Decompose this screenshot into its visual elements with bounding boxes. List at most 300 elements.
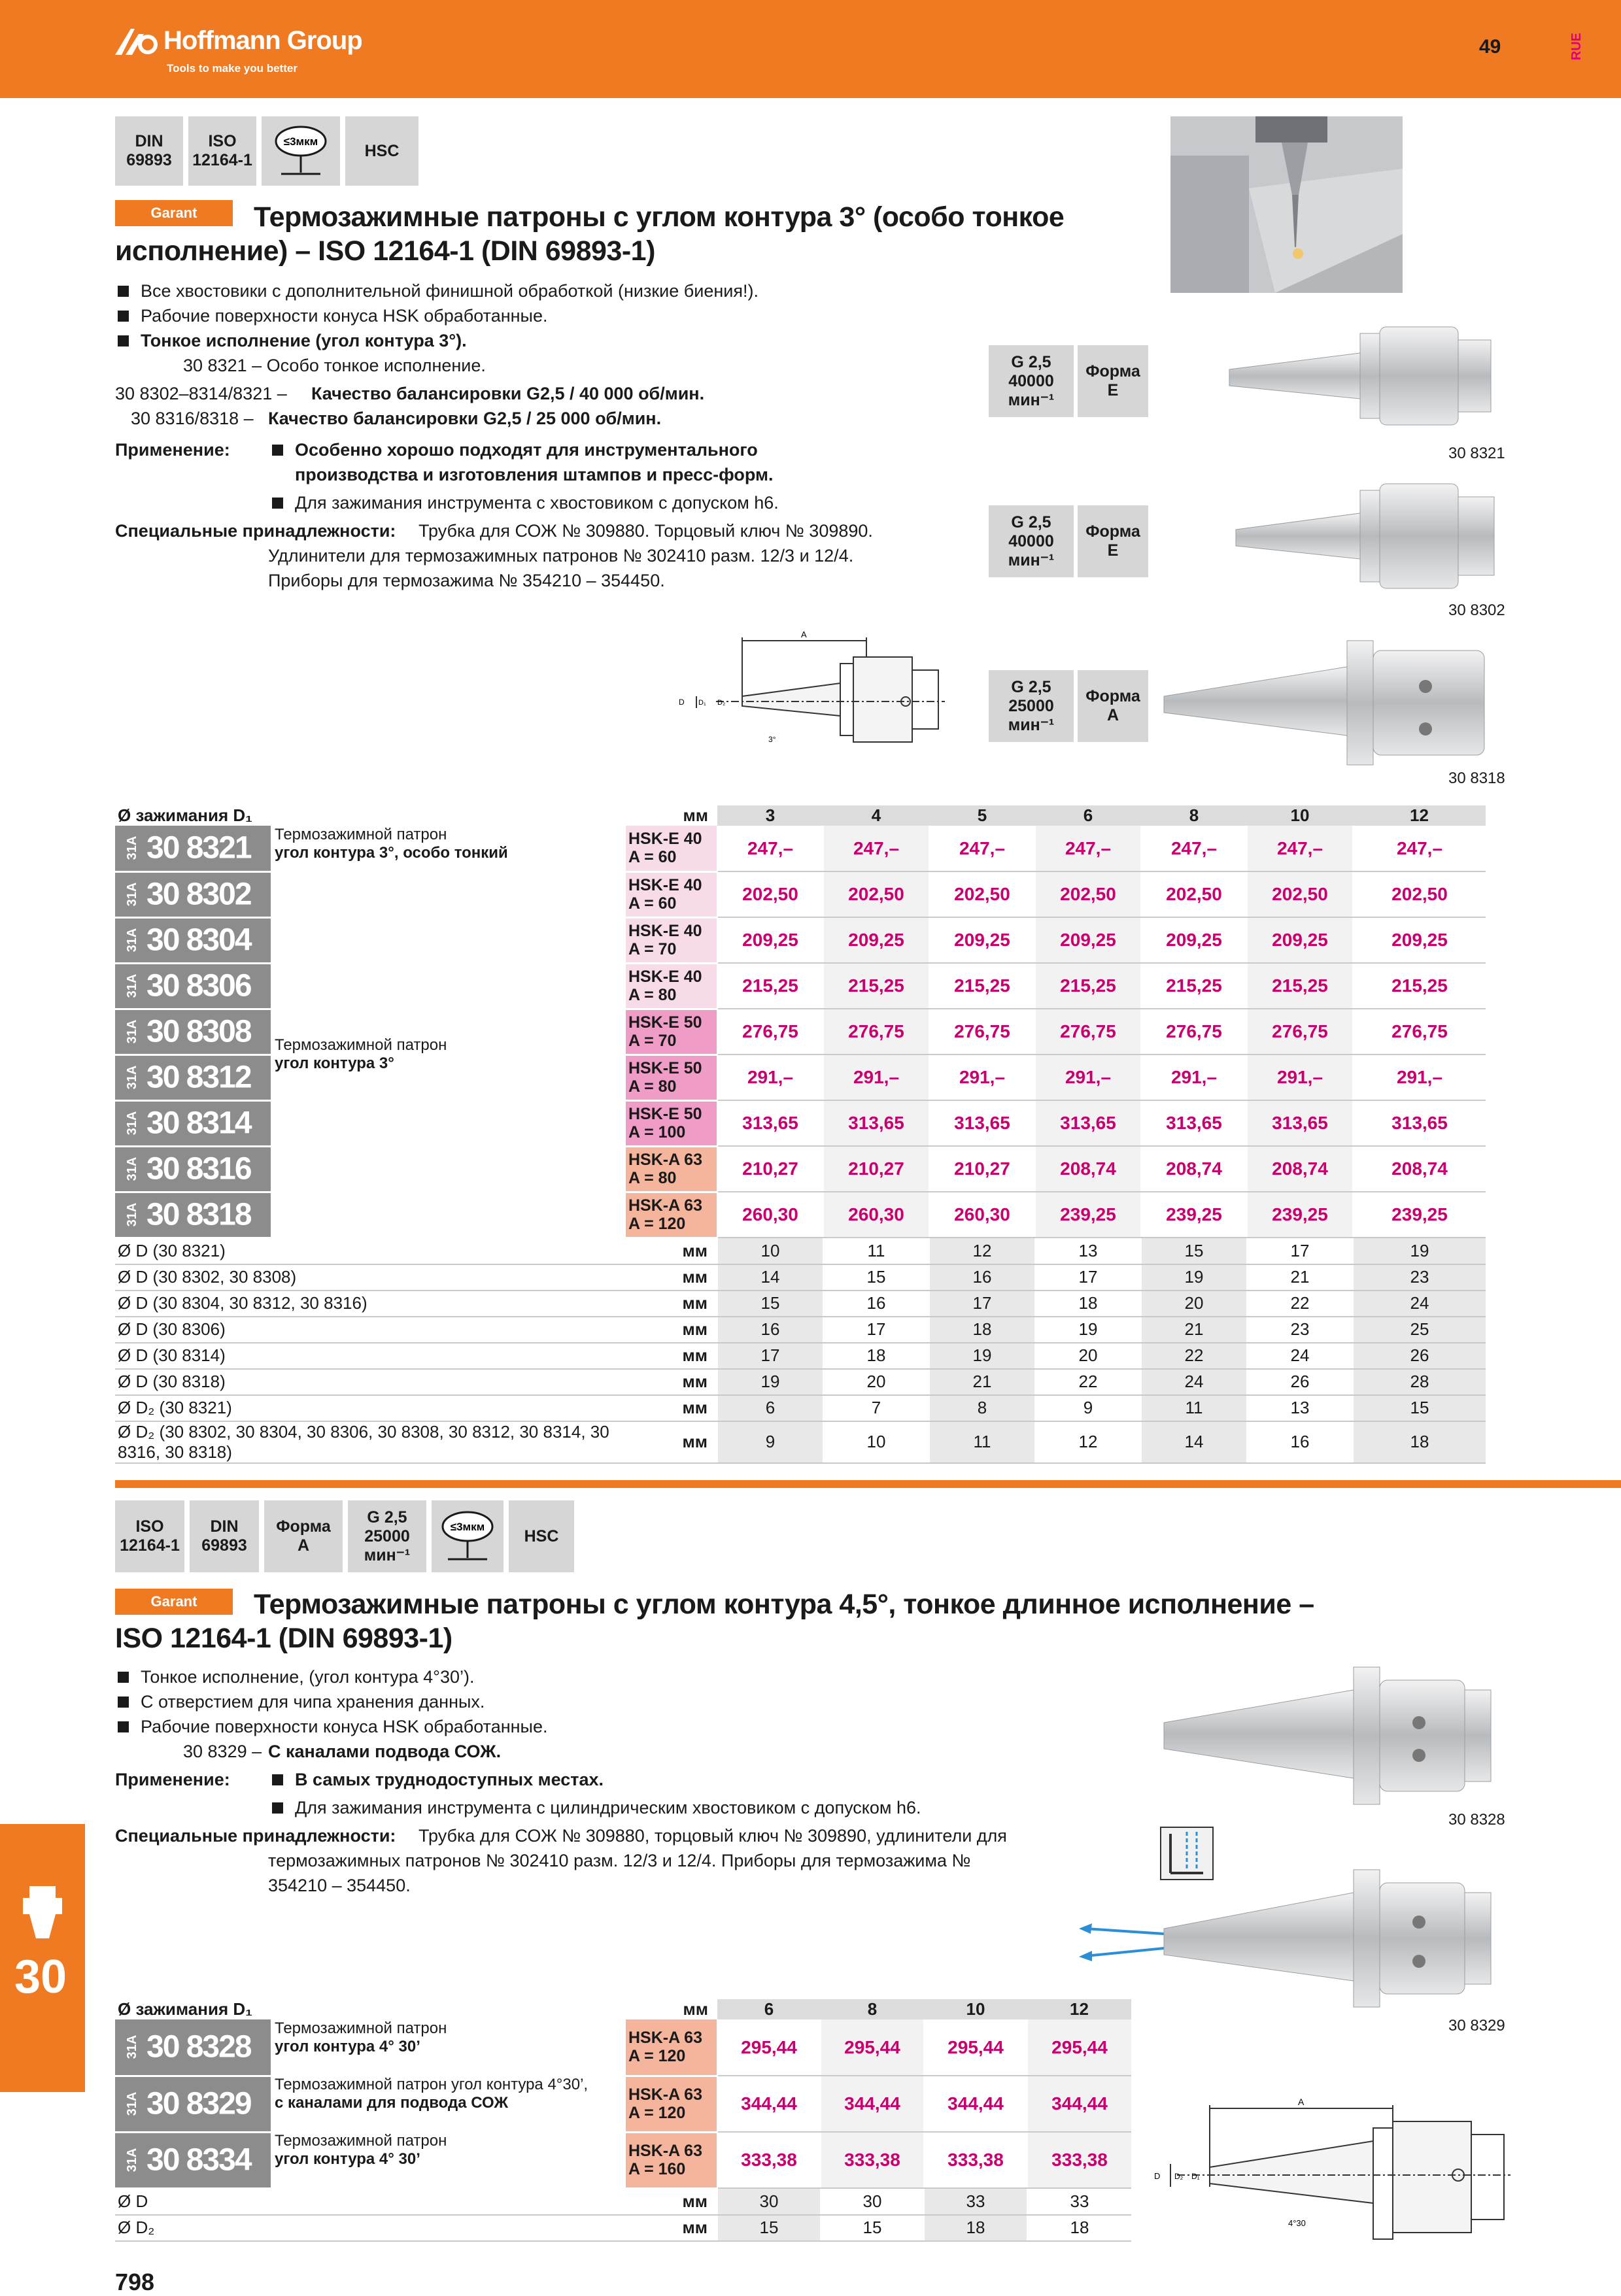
dimension-value: 17 bbox=[717, 1343, 823, 1369]
dimension-label: Ø D (30 8302, 30 8308) bbox=[115, 1264, 626, 1291]
hsk-length: A = 80 bbox=[628, 1169, 677, 1187]
dimension-value: 25 bbox=[1353, 1317, 1486, 1343]
price-cell: 291,– bbox=[1353, 1055, 1486, 1100]
hsk-length: A = 70 bbox=[628, 1032, 677, 1050]
price-cell: 210,27 bbox=[717, 1146, 823, 1192]
garant-logo bbox=[115, 1589, 233, 1615]
dimension-label: Ø D (30 8306) bbox=[115, 1317, 626, 1343]
price-cell: 291,– bbox=[1141, 1055, 1247, 1100]
price-cell: 209,25 bbox=[717, 917, 823, 963]
hsk-cell bbox=[626, 1100, 717, 1146]
dimension-value: 30 bbox=[717, 2188, 821, 2215]
article-cell bbox=[115, 1146, 271, 1192]
dimension-row bbox=[115, 1395, 1486, 1421]
dimension-unit: мм bbox=[626, 1238, 717, 1264]
section-divider bbox=[115, 1480, 1621, 1488]
price-cell: 215,25 bbox=[929, 963, 1035, 1009]
price-cell: 333,38 bbox=[1027, 2132, 1131, 2188]
description-line2: с каналами для подвода СОЖ bbox=[275, 2094, 509, 2112]
dimension-row bbox=[115, 1343, 1486, 1369]
price-cell: 276,75 bbox=[1141, 1009, 1247, 1055]
image-caption: 30 8321 bbox=[1448, 445, 1505, 462]
machining-photo bbox=[1170, 116, 1403, 293]
hsk-type: HSK-A 63 bbox=[628, 1151, 702, 1169]
dimension-label: Ø D₂ (30 8321) bbox=[115, 1395, 626, 1421]
price-cell: 313,65 bbox=[1353, 1100, 1486, 1146]
price-cell: 215,25 bbox=[1353, 963, 1486, 1009]
dimension-value: 21 bbox=[1247, 1264, 1353, 1291]
dimension-value: 16 bbox=[929, 1264, 1035, 1291]
description-cell bbox=[271, 2132, 626, 2188]
badge-iso: ISO 12164-1 bbox=[188, 116, 256, 186]
accessories-line: Приборы для термозажима № 354210 – 354450. bbox=[268, 571, 665, 590]
page-number-bottom: 798 bbox=[115, 2269, 155, 2295]
dimension-value: 7 bbox=[823, 1395, 929, 1421]
hsk-cell bbox=[626, 1146, 717, 1192]
dimension-value: 17 bbox=[823, 1317, 929, 1343]
dimension-value: 19 bbox=[1141, 1264, 1247, 1291]
description-line2: угол контура 3°, особо тонкий bbox=[275, 844, 508, 862]
dimension-value: 18 bbox=[1027, 2215, 1131, 2241]
price-cell: 202,50 bbox=[929, 871, 1035, 917]
article-prefix: 31A bbox=[124, 2034, 139, 2059]
price-cell: 247,– bbox=[1353, 826, 1486, 871]
dimension-value: 19 bbox=[1353, 1238, 1486, 1264]
price-cell: 260,30 bbox=[717, 1192, 823, 1238]
badge-din: DIN 69893 bbox=[115, 116, 183, 186]
hsk-type: HSK-A 63 bbox=[628, 2085, 702, 2104]
price-cell: 247,– bbox=[1247, 826, 1353, 871]
dimension-value: 9 bbox=[1035, 1395, 1141, 1421]
dimension-value: 15 bbox=[717, 2215, 821, 2241]
price-cell: 247,– bbox=[717, 826, 823, 871]
dimension-value: 18 bbox=[929, 1317, 1035, 1343]
badge-runout bbox=[432, 1500, 503, 1572]
article-prefix: 31A bbox=[124, 1065, 139, 1090]
hsk-cell bbox=[626, 2076, 717, 2132]
price-cell: 344,44 bbox=[1027, 2076, 1131, 2132]
hsk-type: HSK-E 40 bbox=[628, 830, 702, 849]
dimension-unit: мм bbox=[626, 1395, 717, 1421]
price-cell: 247,– bbox=[1035, 826, 1141, 871]
dimension-value: 14 bbox=[717, 1264, 823, 1291]
technical-drawing-1 bbox=[677, 631, 978, 762]
language-code: RUE bbox=[1569, 33, 1584, 61]
price-cell: 313,65 bbox=[1141, 1100, 1247, 1146]
dimension-unit: мм bbox=[626, 2215, 717, 2241]
price-cell: 333,38 bbox=[717, 2132, 821, 2188]
table-row bbox=[115, 2132, 1131, 2188]
dimension-value: 15 bbox=[717, 1291, 823, 1317]
price-cell: 276,75 bbox=[1353, 1009, 1486, 1055]
dimension-value: 20 bbox=[1035, 1343, 1141, 1369]
badge-din: DIN 69893 bbox=[190, 1500, 259, 1572]
dimension-value: 6 bbox=[717, 1395, 823, 1421]
dimension-value: 22 bbox=[1035, 1369, 1141, 1395]
article-number: 30 8302 bbox=[146, 877, 251, 912]
dimension-value: 26 bbox=[1353, 1343, 1486, 1369]
article-prefix: 31A bbox=[124, 882, 139, 907]
price-table-2 bbox=[115, 1999, 1131, 2242]
dimension-value: 19 bbox=[1035, 1317, 1141, 1343]
hoffmann-logo-icon bbox=[112, 25, 158, 58]
balance-badge: G 2,5 25000 мин⁻¹ bbox=[989, 670, 1074, 742]
price-cell: 210,27 bbox=[823, 1146, 929, 1192]
article-cell bbox=[115, 1100, 271, 1146]
section1-bullet: Тонкое исполнение (угол контура 3°). bbox=[118, 328, 467, 353]
application-item: В самых труднодоступных местах. bbox=[272, 1767, 604, 1792]
balance-text-2: Качество балансировки G2,5 / 25 000 об/мин. bbox=[268, 409, 662, 428]
dimension-value: 16 bbox=[823, 1291, 929, 1317]
price-cell: 276,75 bbox=[823, 1009, 929, 1055]
balance-text-1: Качество балансировки G2,5 / 40 000 об/мин. bbox=[311, 384, 705, 403]
dimension-unit: мм bbox=[626, 1343, 717, 1369]
price-cell: 209,25 bbox=[1141, 917, 1247, 963]
badge-runout bbox=[262, 116, 340, 186]
price-cell: 247,– bbox=[929, 826, 1035, 871]
table-row bbox=[115, 826, 1486, 871]
description-line2: угол контура 4° 30’ bbox=[275, 2038, 420, 2055]
dimension-value: 19 bbox=[929, 1343, 1035, 1369]
hsk-type: HSK-E 50 bbox=[628, 1013, 702, 1032]
dimension-value: 20 bbox=[1141, 1291, 1247, 1317]
application-item: Для зажимания инструмента с цилиндрическим хвостовиком с допуском h6. bbox=[272, 1795, 921, 1820]
application-item: Особенно хорошо подходят для инструментального bbox=[272, 437, 758, 462]
price-cell: 202,50 bbox=[823, 871, 929, 917]
article-prefix: 31A bbox=[124, 2091, 139, 2116]
article-cell bbox=[115, 871, 271, 917]
description-cell bbox=[271, 826, 626, 871]
article-cell bbox=[115, 1055, 271, 1100]
dimension-row bbox=[115, 1369, 1486, 1395]
price-cell: 239,25 bbox=[1035, 1192, 1141, 1238]
dimension-row bbox=[115, 2188, 1131, 2215]
price-cell: 276,75 bbox=[1035, 1009, 1141, 1055]
application-item: Для зажимания инструмента с хвостовиком с допуском h6. bbox=[272, 490, 779, 515]
drawing-label-angle: 4°30 bbox=[1288, 2218, 1306, 2228]
hsk-type: HSK-E 50 bbox=[628, 1059, 702, 1077]
article-prefix: 31A bbox=[124, 928, 139, 953]
dimension-value: 13 bbox=[1035, 1238, 1141, 1264]
article-number: 30 8316 bbox=[146, 1151, 251, 1187]
header-unit: мм bbox=[626, 1999, 717, 2019]
chuck-308328-image bbox=[1157, 1661, 1510, 1811]
dimension-value: 15 bbox=[1141, 1238, 1247, 1264]
header-label: Ø зажимания D₁ bbox=[115, 1999, 626, 2019]
dimension-value: 19 bbox=[717, 1369, 823, 1395]
price-cell: 209,25 bbox=[823, 917, 929, 963]
price-cell: 344,44 bbox=[924, 2076, 1027, 2132]
price-cell: 247,– bbox=[1141, 826, 1247, 871]
article-number: 30 8304 bbox=[146, 922, 251, 958]
section2-note-code: 30 8329 – bbox=[183, 1742, 262, 1761]
section1-bullet: Все хвостовики с дополнительной финишной обработкой (низкие биения!). bbox=[118, 279, 759, 303]
hsk-cell bbox=[626, 1192, 717, 1238]
section2-note-text: С каналами подвода СОЖ. bbox=[268, 1742, 502, 1761]
drawing-label-d2: D₂ bbox=[717, 699, 726, 707]
application-item-cont: производства и изготовления штампов и пресс-форм. bbox=[295, 465, 774, 484]
price-cell: 202,50 bbox=[1353, 871, 1486, 917]
dimension-value: 9 bbox=[717, 1421, 823, 1463]
dimension-value: 24 bbox=[1141, 1369, 1247, 1395]
dimension-value: 21 bbox=[1141, 1317, 1247, 1343]
dimension-value: 10 bbox=[717, 1238, 823, 1264]
article-number: 30 8334 bbox=[146, 2142, 251, 2178]
accessories-line: Удлинители для термозажимных патронов № 302410 разм. 12/3 и 12/4. bbox=[268, 546, 854, 566]
dimension-row bbox=[115, 1421, 1486, 1463]
hsk-length: A = 70 bbox=[628, 940, 677, 958]
column-header: 12 bbox=[1027, 1999, 1131, 2019]
dimension-value: 22 bbox=[1247, 1291, 1353, 1317]
dimension-unit: мм bbox=[626, 1291, 717, 1317]
column-header: 6 bbox=[717, 1999, 821, 2019]
dimension-value: 18 bbox=[823, 1343, 929, 1369]
article-number: 30 8329 bbox=[146, 2086, 251, 2121]
technical-drawing-2 bbox=[1151, 2095, 1517, 2265]
section2-bullet: Тонкое исполнение, (угол контура 4°30’). bbox=[118, 1664, 474, 1689]
dimension-value: 26 bbox=[1247, 1369, 1353, 1395]
hsk-length: A = 120 bbox=[628, 2047, 686, 2066]
description-cell bbox=[271, 2019, 626, 2076]
header-unit: мм bbox=[626, 805, 717, 826]
badge-hsc: HSC bbox=[509, 1500, 574, 1572]
article-prefix: 31A bbox=[124, 1202, 139, 1227]
description-line1: Термозажимной патрон угол контура 4°30’, bbox=[275, 2076, 589, 2093]
dimension-value: 22 bbox=[1141, 1343, 1247, 1369]
hsk-length: A = 60 bbox=[628, 848, 677, 867]
image-caption: 30 8318 bbox=[1448, 769, 1505, 787]
application-label: Применение: bbox=[115, 440, 230, 460]
dimension-value: 16 bbox=[1247, 1421, 1353, 1463]
price-cell: 202,50 bbox=[1247, 871, 1353, 917]
drawing-label-d1: D₁ bbox=[1191, 2172, 1200, 2181]
dimension-label: Ø D₂ bbox=[115, 2215, 626, 2241]
price-cell: 295,44 bbox=[1027, 2019, 1131, 2076]
dimension-value: 18 bbox=[924, 2215, 1027, 2241]
price-cell: 208,74 bbox=[1141, 1146, 1247, 1192]
price-cell: 208,74 bbox=[1035, 1146, 1141, 1192]
badge-hsc: HSC bbox=[345, 116, 418, 186]
price-cell: 333,38 bbox=[924, 2132, 1027, 2188]
dimension-value: 11 bbox=[823, 1238, 929, 1264]
form-badge: Форма A bbox=[1078, 670, 1148, 742]
column-header: 8 bbox=[821, 1999, 924, 2019]
article-prefix: 31A bbox=[124, 973, 139, 998]
dimension-value: 23 bbox=[1353, 1264, 1486, 1291]
article-number: 30 8312 bbox=[146, 1060, 251, 1095]
runout-icon bbox=[438, 1507, 497, 1566]
drawing-label-d: D bbox=[679, 698, 685, 707]
price-cell: 208,74 bbox=[1247, 1146, 1353, 1192]
hsk-type: HSK-A 63 bbox=[628, 2029, 702, 2048]
dimension-value: 15 bbox=[821, 2215, 924, 2241]
article-prefix: 31A bbox=[124, 1019, 139, 1044]
badge-balance: G 2,5 25000 мин⁻¹ bbox=[348, 1500, 426, 1572]
hsk-type: HSK-E 50 bbox=[628, 1105, 702, 1123]
accessories-line: Трубка для СОЖ № 309880. Торцовый ключ № 309890. bbox=[418, 521, 873, 541]
hsk-length: A = 100 bbox=[628, 1123, 686, 1141]
garant-label: Garant bbox=[150, 1593, 197, 1610]
price-cell: 215,25 bbox=[1035, 963, 1141, 1009]
price-cell: 313,65 bbox=[1035, 1100, 1141, 1146]
description-line1: Термозажимной патрон bbox=[275, 2132, 447, 2150]
hsk-length: A = 160 bbox=[628, 2160, 686, 2178]
hsk-type: HSK-E 40 bbox=[628, 968, 702, 986]
price-cell: 209,25 bbox=[1353, 917, 1486, 963]
article-number: 30 8308 bbox=[146, 1014, 251, 1049]
badge-iso: ISO 12164-1 bbox=[115, 1500, 184, 1572]
dimension-value: 17 bbox=[1035, 1264, 1141, 1291]
accessories-line: Трубка для СОЖ № 309880, торцовый ключ № 309890, удлинители для bbox=[418, 1826, 1007, 1846]
price-cell: 333,38 bbox=[821, 2132, 924, 2188]
description-cell bbox=[271, 871, 626, 1238]
hsk-cell bbox=[626, 917, 717, 963]
price-cell: 215,25 bbox=[1141, 963, 1247, 1009]
dimension-row bbox=[115, 2215, 1131, 2241]
price-cell: 215,25 bbox=[717, 963, 823, 1009]
price-cell: 239,25 bbox=[1247, 1192, 1353, 1238]
garant-logo bbox=[115, 200, 233, 226]
dimension-value: 16 bbox=[717, 1317, 823, 1343]
application-label: Применение: bbox=[115, 1770, 230, 1789]
column-header: 5 bbox=[929, 805, 1035, 826]
chapter-number: 30 bbox=[14, 1951, 67, 2003]
dimension-label: Ø D (30 8321) bbox=[115, 1238, 626, 1264]
hsk-cell bbox=[626, 826, 717, 871]
balance-code-1: 30 8302–8314/8321 – bbox=[115, 384, 287, 403]
dimension-value: 12 bbox=[929, 1238, 1035, 1264]
description-cell bbox=[271, 2076, 626, 2132]
dimension-unit: мм bbox=[626, 2188, 717, 2215]
price-cell: 239,25 bbox=[1353, 1192, 1486, 1238]
description-line1: Термозажимной патрон bbox=[275, 2019, 447, 2037]
dimension-unit: мм bbox=[626, 1317, 717, 1343]
article-cell bbox=[115, 2132, 271, 2188]
dimension-value: 14 bbox=[1141, 1421, 1247, 1463]
article-prefix: 31A bbox=[124, 836, 139, 860]
price-cell: 313,65 bbox=[1247, 1100, 1353, 1146]
section2-bullet: Рабочие поверхности конуса HSK обработанные. bbox=[118, 1714, 547, 1739]
price-cell: 313,65 bbox=[823, 1100, 929, 1146]
article-cell bbox=[115, 2076, 271, 2132]
dimension-value: 24 bbox=[1247, 1343, 1353, 1369]
svg-text:≤3мкм: ≤3мкм bbox=[450, 1521, 485, 1533]
price-cell: 291,– bbox=[929, 1055, 1035, 1100]
description-line2: угол контура 4° 30’ bbox=[275, 2150, 420, 2168]
price-cell: 208,74 bbox=[1353, 1146, 1486, 1192]
table-row bbox=[115, 2019, 1131, 2076]
price-cell: 202,50 bbox=[1141, 871, 1247, 917]
column-header: 8 bbox=[1141, 805, 1247, 826]
dimension-unit: мм bbox=[626, 1369, 717, 1395]
price-cell: 202,50 bbox=[717, 871, 823, 917]
chuck-308302-image bbox=[1229, 477, 1510, 595]
price-cell: 313,65 bbox=[929, 1100, 1035, 1146]
hsk-length: A = 120 bbox=[628, 2104, 686, 2122]
chuck-308329-image bbox=[1072, 1863, 1517, 2014]
article-prefix: 31A bbox=[124, 2148, 139, 2172]
dimension-value: 33 bbox=[924, 2188, 1027, 2215]
dimension-value: 30 bbox=[821, 2188, 924, 2215]
badge-form: Форма A bbox=[264, 1500, 343, 1572]
brand-name: Hoffmann Group bbox=[163, 26, 362, 55]
column-header: 10 bbox=[924, 1999, 1027, 2019]
drawing-label-angle: 3° bbox=[768, 735, 776, 744]
hsk-cell bbox=[626, 963, 717, 1009]
article-cell bbox=[115, 2019, 271, 2076]
column-header: 10 bbox=[1247, 805, 1353, 826]
hsk-type: HSK-E 40 bbox=[628, 876, 702, 894]
dimension-row bbox=[115, 1238, 1486, 1264]
dimension-label: Ø D (30 8314) bbox=[115, 1343, 626, 1369]
article-cell bbox=[115, 1009, 271, 1055]
dimension-value: 10 bbox=[823, 1421, 929, 1463]
hsk-type: HSK-A 63 bbox=[628, 1196, 702, 1215]
dimension-value: 17 bbox=[1247, 1238, 1353, 1264]
column-header: 3 bbox=[717, 805, 823, 826]
balance-code-2: 30 8316/8318 – bbox=[131, 409, 254, 428]
price-cell: 344,44 bbox=[717, 2076, 821, 2132]
table-header bbox=[115, 1999, 1131, 2019]
column-header: 6 bbox=[1035, 805, 1141, 826]
section2-title-line1: Термозажимные патроны с углом контура 4,5°, тонкое длинное исполнение – bbox=[254, 1589, 1314, 1620]
description-line2: угол контура 3° bbox=[275, 1055, 394, 1072]
dimension-unit: мм bbox=[626, 1264, 717, 1291]
dimension-value: 20 bbox=[823, 1369, 929, 1395]
price-cell: 276,75 bbox=[717, 1009, 823, 1055]
article-number: 30 8328 bbox=[146, 2029, 251, 2065]
chapter-chuck-icon bbox=[13, 1883, 72, 1942]
dimension-label: Ø D bbox=[115, 2188, 626, 2215]
drawing-label-d2: D₂ bbox=[1174, 2172, 1184, 2181]
hsk-cell bbox=[626, 2132, 717, 2188]
article-cell bbox=[115, 963, 271, 1009]
brand-tagline: Tools to make you better bbox=[167, 62, 298, 75]
dimension-value: 33 bbox=[1027, 2188, 1131, 2215]
dimension-label: Ø D (30 8318) bbox=[115, 1369, 626, 1395]
price-cell: 295,44 bbox=[924, 2019, 1027, 2076]
dimension-value: 17 bbox=[929, 1291, 1035, 1317]
price-cell: 276,75 bbox=[929, 1009, 1035, 1055]
dimension-value: 12 bbox=[1035, 1421, 1141, 1463]
section1-title-line1: Термозажимные патроны с углом контура 3° (особо тонкое bbox=[254, 201, 1065, 233]
dimension-value: 24 bbox=[1353, 1291, 1486, 1317]
svg-text:≤3мкм: ≤3мкм bbox=[283, 135, 318, 148]
form-badge: Форма E bbox=[1078, 345, 1148, 417]
hsk-type: HSK-E 40 bbox=[628, 922, 702, 940]
description-line1: Термозажимной патрон bbox=[275, 826, 447, 843]
article-number: 30 8306 bbox=[146, 968, 251, 1004]
price-cell: 344,44 bbox=[821, 2076, 924, 2132]
article-number: 30 8314 bbox=[146, 1106, 251, 1141]
dimension-label: Ø D (30 8304, 30 8312, 30 8316) bbox=[115, 1291, 626, 1317]
accessories-label: Специальные принадлежности: bbox=[115, 521, 396, 541]
dimension-row bbox=[115, 1317, 1486, 1343]
price-cell: 291,– bbox=[1247, 1055, 1353, 1100]
section2-bullet: С отверстием для чипа хранения данных. bbox=[118, 1689, 485, 1714]
dimension-value: 13 bbox=[1247, 1395, 1353, 1421]
column-header: 4 bbox=[823, 805, 929, 826]
balance-badge: G 2,5 40000 мин⁻¹ bbox=[989, 345, 1074, 417]
price-cell: 239,25 bbox=[1141, 1192, 1247, 1238]
price-cell: 247,– bbox=[823, 826, 929, 871]
dimension-value: 11 bbox=[1141, 1395, 1247, 1421]
article-prefix: 31A bbox=[124, 1111, 139, 1136]
hsk-length: A = 120 bbox=[628, 1215, 686, 1233]
accessories-line: 354210 – 354450. bbox=[268, 1876, 411, 1895]
section1-bullet: Рабочие поверхности конуса HSK обработанные. bbox=[118, 303, 547, 328]
price-cell: 276,75 bbox=[1247, 1009, 1353, 1055]
